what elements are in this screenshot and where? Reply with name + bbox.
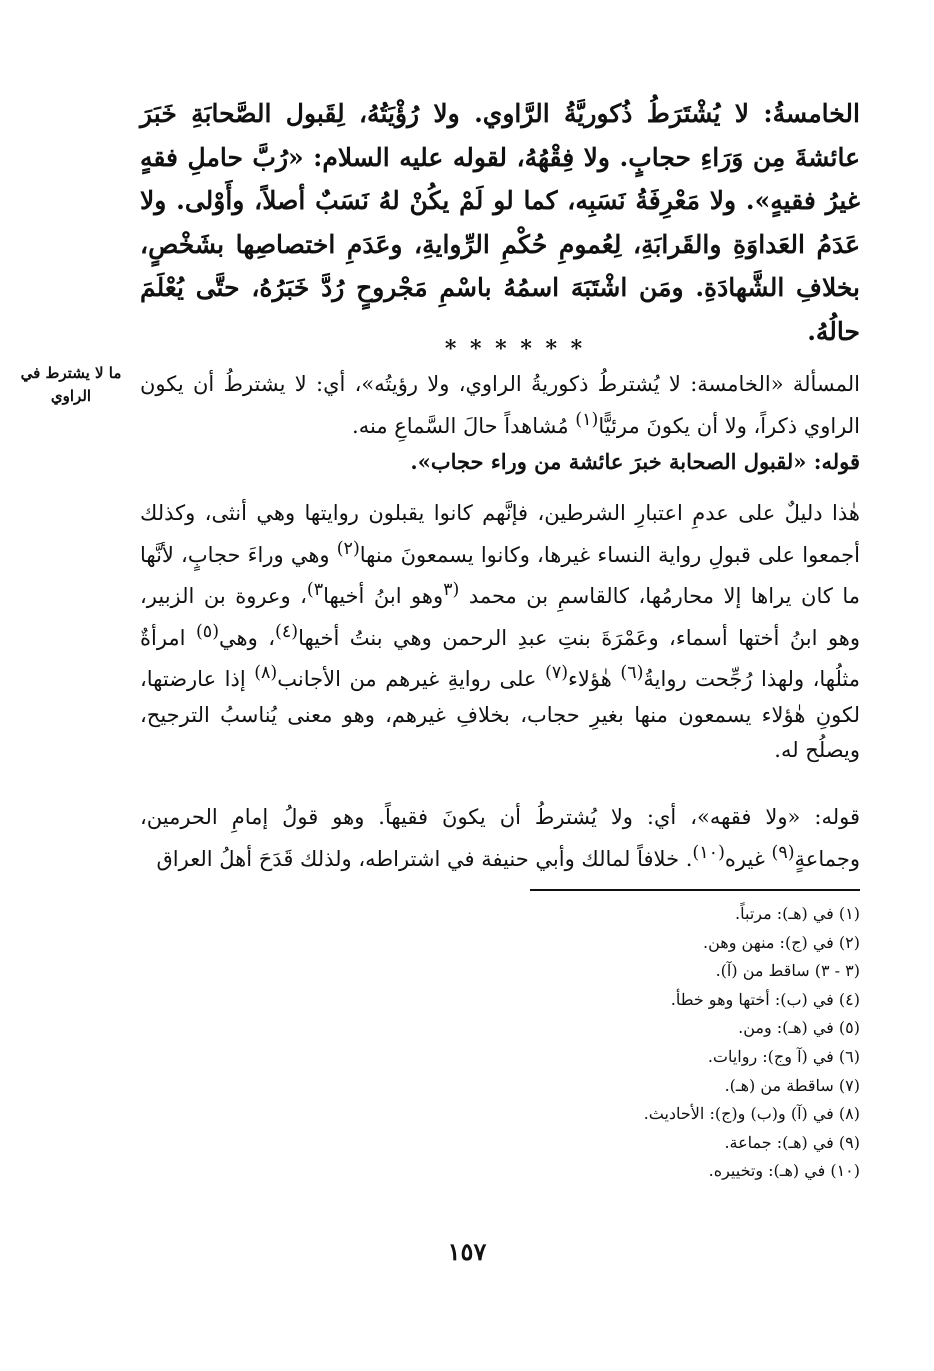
commentary-text: غيره — [724, 846, 772, 871]
commentary-block-1 — [140, 367, 860, 480]
footnote: (١) في (هـ): مرتباً. — [735, 904, 860, 923]
footnote-ref: (٩) — [771, 842, 795, 863]
main-text — [140, 92, 860, 353]
footnote: (٢) في (ج): منهن وهن. — [703, 932, 860, 952]
margin-note: ما لا يشترط في الراوي — [20, 364, 122, 405]
footnote: (١٠) في (هـ): وتخييره. — [708, 1161, 860, 1181]
commentary-text: هٰؤلاء — [568, 667, 621, 691]
commentary-paragraph — [140, 496, 860, 769]
commentary-text: مُشاهداً حالَ السَّماعِ منه. — [352, 413, 576, 438]
commentary-text: ، وعروة بن الزبير، وهو ابنُ أختها أسماء، وعَمْرَةَ بنتِ عبدِ الرحمن وهي بنتُ أخيها — [140, 584, 861, 650]
footnote-separator — [530, 889, 860, 891]
commentary-text: إذا عارضتها، لكونِ هٰؤلاء يسمعون منها بغيرِ حجاب، بخلافِ غيرهم، وهو معنى يُناسبُ الترجيح، ويصلُح له. — [140, 667, 860, 762]
commentary-text: المسألة «الخامسة: لا يُشترطُ ذكوريةُ الراوي، ولا رؤيتُه»، أي: لا يشترطُ أن يكون الراوي ذكراً، ولا أن يكونَ مرئيًّا — [140, 372, 860, 438]
main-text-paragraph: الخامسةُ: لا يُشْتَرَطُ ذُكوريَّةُ الرَّاوي. ولا رُؤْيَتُهُ، لِقَبول الصَّحابَةِ خَبَرَ عائشةَ مِن وَرَاءِ حجابٍ. ولا فِقْهُهُ، لقوله عليه السلام: «رُبَّ حاملِ فقهٍ غيرُ فقيهٍ». ولا مَعْرِفَةُ نَسَبِه، كما لو لَمْ يكُنْ لهُ نَسَبٌ أصلاً، وأَوْلى. ولا عَدَمُ العَداوَةِ والقَرابَةِ، لِعُمومِ حُكْمِ الرِّوايةِ، وعَدَمِ اختصاصِها بشَخْصٍ، بخلافِ الشَّهادَةِ. ومَن اشْتَبَهَ اسمُهُ باسْمِ مَجْروحٍ رُدَّ خَبَرُهُ، حتَّى يُعْلَمَ حالُهُ. — [140, 99, 860, 346]
footnote-ref: (٣ — [443, 580, 460, 600]
page-number: ١٥٧ — [447, 1237, 487, 1266]
commentary-block-3 — [140, 800, 860, 877]
footnote-ref: (١) — [575, 409, 599, 430]
footnote: (٤) في (ب): أختها وهو خطأ. — [670, 989, 860, 1009]
footnote-ref: (٥) — [195, 621, 220, 642]
footnote-ref: (٧) — [544, 663, 569, 683]
commentary-text: امرأةٌ مثلُها، ولهذا رُجِّحت روايةُ — [140, 625, 861, 691]
commentary-block-2 — [140, 496, 860, 769]
commentary-paragraph — [140, 800, 860, 877]
footnote-ref: (٢) — [336, 538, 360, 559]
footnote-ref: ٣) — [306, 580, 324, 600]
footnote: (٨) في (آ) و(ب) و(ج): الأحاديث. — [643, 1104, 860, 1124]
commentary-text: . خلافاً لمالك وأبي حنيفة في اشتراطه، ولذلك قَدَحَ أهلُ العراق — [156, 846, 693, 871]
footnote: (٦) في (آ وج): روايات. — [707, 1046, 860, 1066]
commentary-text: قوله: «ولا فقهه»، أي: ولا يُشترطُ أن يكونَ فقيهاً. وهو قولُ إمامِ الحرمين، وجماعةٍ — [140, 805, 860, 871]
footnote: (٣ - ٣) ساقط من (آ). — [715, 961, 860, 981]
footnote: (٩) في (هـ): جماعة. — [724, 1132, 860, 1152]
footnote-ref: (٤) — [275, 621, 299, 642]
commentary-text: على روايةِ غيرهم من الأجانب — [277, 667, 545, 691]
footnote: (٧) ساقطة من (هـ). — [724, 1075, 860, 1095]
commentary-text: ، وهي — [219, 625, 275, 650]
section-divider-stars: * * * * * * — [444, 336, 586, 362]
commentary-text: هٰذا دليلٌ على عدمِ اعتبارِ الشرطين، فإنَّهم كانوا يقبلون روايتها وهي أنثى، وكذلك أجمعوا على قبولِ رواية النساء غيرها، وكانوا يسمعونَ منها — [140, 501, 861, 567]
quote-heading: قوله: «لقبول الصحابة خبرَ عائشة من وراء حجاب». — [410, 449, 860, 474]
footnote: (٥) في (هـ): ومن. — [738, 1018, 860, 1038]
footnote-ref: (٨) — [254, 663, 278, 683]
footnote-ref: (١٠) — [692, 842, 725, 863]
commentary-text: وهي وراءَ حجابٍ، لأنَّها ما كان يراها إلا محارمُها، كالقاسمِ بن محمد — [140, 542, 860, 608]
footnotes-list — [430, 900, 860, 1186]
commentary-paragraph — [140, 367, 860, 444]
commentary-text: وهو ابنُ أخيها — [323, 584, 444, 608]
footnote-ref: (٦) — [620, 663, 644, 683]
